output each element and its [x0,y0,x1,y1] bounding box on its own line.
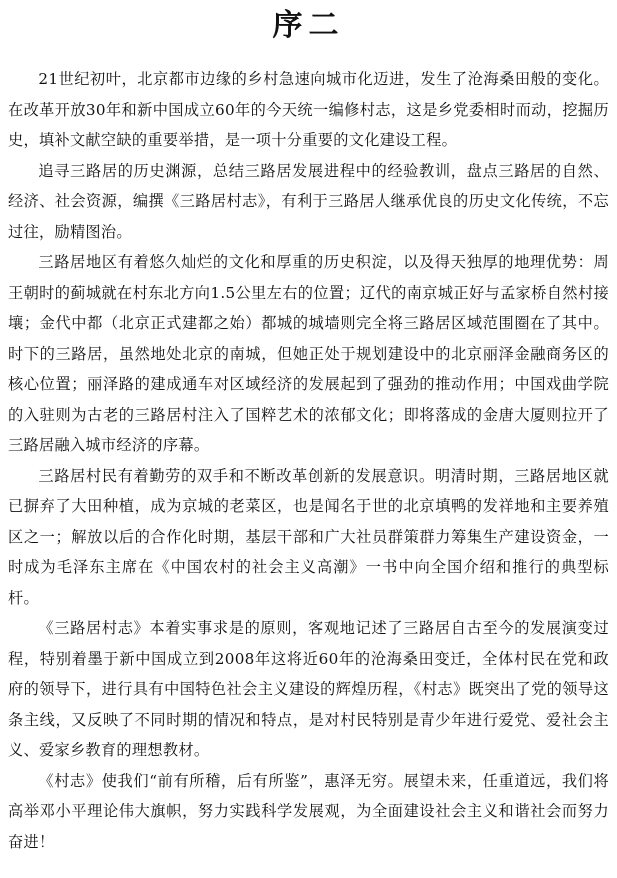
page-title: 序二 [272,8,345,43]
paragraph-1: 21世纪初叶，北京都市边缘的乡村急速向城市化迈进，发生了沧海桑田般的变化。在改革开放30年和新中国成立60年的今天统一编修村志，这是乡党委相时而动，挖掘历史，填补文献空缺的重要举措，是一项十分重要的文化建设工程。 [8,70,609,149]
paragraph-5: 《三路居村志》本着实事求是的原则，客观地记述了三路居自古至今的发展演变过程，特别着墨于新中国成立到2008年这将近60年的沧海桑田变迁，全体村民在党和政府的领导下，进行具有中国特色社会主义建设的辉煌历程，《村志》既突出了党的领导这条主线，又反映了不同时期的情况和特点，是对村民特别是青少年进行爱党、爱社会主义、爱家乡教育的理想教材。 [8,619,609,759]
paragraph-4: 三路居村民有着勤劳的双手和不断改革创新的发展意识。明清时期，三路居地区就已摒弃了大田种植，成为京城的老菜区，也是闻名于世的北京填鸭的发祥地和主要养殖区之一；解放以后的合作化时期，基层干部和广大社员群策群力筹集生产建设资金，一时成为毛泽东主席在《中国农村的社会主义高潮》一书中向全国介绍和推行的典型标杆。 [8,466,609,607]
paragraph-3: 三路居地区有着悠久灿烂的文化和厚重的历史积淀，以及得天独厚的地理优势：周王朝时的蓟城就在村东北方向1.5公里左右的位置；辽代的南京城正好与孟家桥自然村接壤；金代中都（北京正式建都之始）都城的城墙则完全将三路居区域范围圈在了其中。时下的三路居，虽然地处北京的南城，但她正处于规划建设中的北京丽泽金融商务区的核心位置；丽泽路的建成通车对区域经济的发展起到了强劲的推动作用；中国戏曲学院的入驻则为古老的三路居村注入了国粹艺术的浓郁文化；即将落成的金唐大厦则拉开了三路居融入城市经济的序幕。 [8,253,609,454]
paragraph-2: 追寻三路居的历史渊源，总结三路居发展进程中的经验教训，盘点三路居的自然、经济、社会资源，编撰《三路居村志》，有利于三路居人继承优良的历史文化传统，不忘过往，励精图治。 [8,161,609,241]
paragraph-6: 《村志》使我们“前有所稽，后有所鉴”，惠泽无穷。展望未来，任重道远，我们将高举邓小平理论伟大旗帜，努力实践科学发展观，为全面建设社会主义和谐社会而努力奋进！ [8,771,609,851]
